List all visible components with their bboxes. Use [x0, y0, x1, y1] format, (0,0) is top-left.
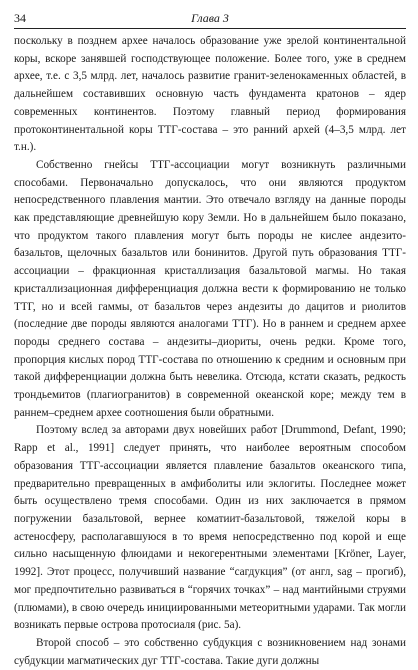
paragraph-3: Поэтому вслед за авторами двух новейших работ [Drummond, Defant, 1990; Rapp et al., 1991] следует принять, что наиболее вероятным способом образования ТТГ-ассоциации является плавление базальтов океанского типа, предварительно превращенных в амфиболиты или эклогиты. Последнее может быть осуществлено тремя способами. Один из них заключается в прямом погружении базальтовой, вернее коматиит-базальтовой, тяжелой коры в астеносферу, располагавшуюся в то время непосредственно под корой и еще сильно насыщенную флюидами и некогерентными элементами [Kröner, Layer, 1992]. Этот процесс, получивший название “сагдукция” (от англ, sag – прогиб), мог предпочтительно развиваться в “горячих точках” – над мантийными струями (плюмами), в свою очередь инициированными метеоритными ударами. Так могли возникать первые острова протосиаля (рис. 5а). [14, 424, 406, 632]
paragraph-1: поскольку в позднем архее началось образование уже зрелой континентальной коры, вскоре занявшей господствующее положение. Более того, уже в среднем архее, т.е. с 3,5 млрд. лет, началось развитие гранит-зеленокаменных областей, в дальнейшем составивших основную часть фундамента кратонов – ядер современных континентов. Поэтому главный период формирования протоконтинентальной коры ТТГ-состава – это ранний архей (4–3,5 млрд. лет т.н.). [14, 35, 406, 154]
running-head [14, 10, 406, 26]
book-page [14, 10, 406, 667]
paragraph-2: Собственно гнейсы ТТГ-ассоциации могут возникнуть различными способами. Первоначально допускалось, что они являются продуктом непосредственного плавления мантии. Это отвечало взгляду на данные породы как представляющие древнейшую кору Земли. Но в дальнейшем было показано, что продуктом такого плавления могут быть породы не кислее андезито-базальтов, щелочных базальтов или бонинитов. Другой путь образования ТТГ-ассоциации – фракционная кристаллизация базальтовой магмы. Но такая кристаллизационная дифференциация должна вести к формированию не только ТТГ, но и всей гаммы, от базальтов через андезиты до дацитов и риолитов (последние две породы являются аналогами ТТГ). Но в раннем и среднем архее породы среднего состава – андезиты–диориты, очень редки. Кроме того, пропорция кислых пород ТТГ-состава по отношению к средним и основным при такой дифференциации должна быть невелика. Отсюда, кстати сказать, редкость трондьемитов (плагиогранитов) в современной океанской коре; между тем в раннем–среднем архее соотношения были обратными. [14, 158, 406, 419]
paragraph-4: Второй способ – это собственно субдукция с возникновением над зонами субдукции магматических дуг ТТГ-состава. Такие дуги должны [14, 636, 406, 667]
body-text [14, 33, 406, 670]
header-rule [14, 28, 406, 29]
page-number: 34 [14, 11, 26, 25]
chapter-title: Глава 3 [191, 11, 229, 25]
